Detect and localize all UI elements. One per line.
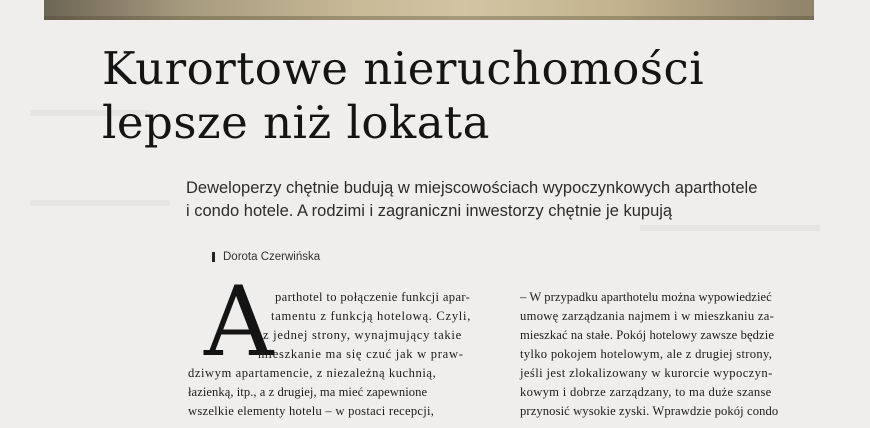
body-line: – W przypadku aparthotelu można wypowiedzieć (520, 290, 772, 304)
lead-line-1: Deweloperzy chętnie budują w miejscowościach wypoczynkowych aparthotele (186, 179, 758, 197)
body-column-1 (188, 288, 508, 428)
body-line: przynosić wysokie zyski. Wprawdzie pokój condo (520, 404, 779, 418)
body-line: z jednej strony, wynajmujący takie (263, 328, 462, 342)
body-line: łazienką, itp., a z drugiej, ma mieć zapewnione (188, 385, 428, 399)
drop-cap: A (204, 266, 274, 378)
body-line: mieszkanie ma się czuć jak w praw- (258, 347, 464, 361)
byline-bar-icon (212, 252, 215, 262)
body-column-2 (520, 288, 830, 428)
header-photo-strip (44, 0, 814, 20)
title-line-2: lepsze niż lokata (102, 96, 490, 149)
article-title (102, 42, 822, 150)
body-line: kowym i dobrze zarządzany, to ma duże szanse (520, 385, 772, 399)
article-lead (186, 177, 826, 223)
body-line: tamentu z funkcją hotelową. Czyli, (271, 309, 472, 323)
body-line: parthotel to połączenie funkcji apar- (275, 290, 471, 304)
lead-line-2: i condo hotele. A rodzimi i zagraniczni inwestorzy chętnie je kupują (186, 202, 673, 220)
author-name: Dorota Czerwińska (223, 251, 321, 263)
body-line: dziwym apartamencie, z niezależną kuchnią, (188, 366, 437, 380)
bleed-through-mark (640, 225, 820, 231)
bleed-through-mark (30, 200, 170, 206)
body-line: wszelkie elementy hotelu – w postaci recepcji, (188, 404, 435, 418)
body-line: jeśli jest zlokalizowany w kurorcie wypoczyn- (520, 366, 773, 380)
title-line-1: Kurortowe nieruchomości (102, 42, 705, 95)
author-byline (212, 251, 320, 263)
body-line: umowę zarządzania najmem i w mieszkaniu za- (520, 309, 775, 323)
body-line: mieszkać na stałe. Pokój hotelowy zawsze będzie (520, 328, 775, 342)
body-line: tylko pokojem hotelowym, ale z drugiej strony, (520, 347, 773, 361)
